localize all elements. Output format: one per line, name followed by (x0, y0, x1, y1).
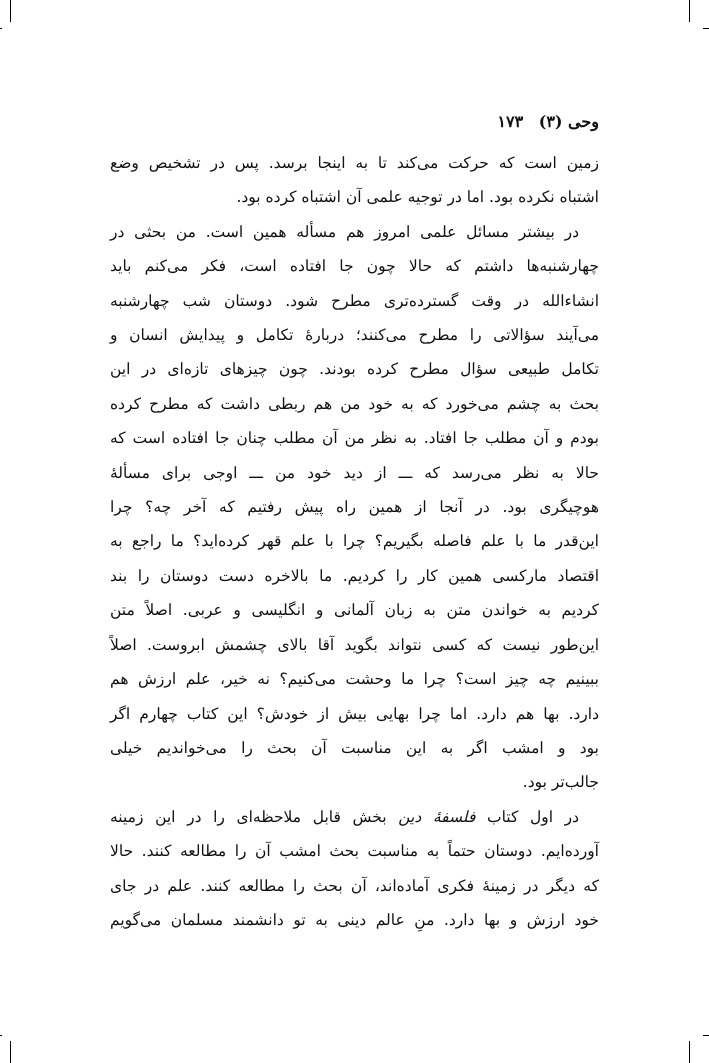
text-segment: در اول کتاب (475, 807, 580, 826)
book-title: فلسفهٔ دین (398, 807, 476, 826)
text-line: که دیگر در زمینهٔ فکری آماده‌اند، آن بحث را مطالعه کنند. علم در جای (110, 876, 599, 895)
text-line: خود ارزش و بها دارد. منِ عالم دینی به تو دانشمند مسلمان می‌گویم (110, 910, 599, 929)
text-line: زمین است که حرکت می‌کند تا به اینجا برسد. پس در تشخیص وضع (110, 154, 599, 172)
crop-mark-top-right-horizontal (703, 28, 709, 29)
crop-mark-bottom-left-vertical (10, 1041, 11, 1063)
text-line: بحث به چشم می‌خورد که به خود من هم ربطی داشت که مطرح کرده (110, 394, 599, 413)
crop-mark-bottom-left-horizontal (0, 1035, 2, 1036)
crop-mark-top-left-horizontal (0, 28, 2, 29)
text-line: هوچیگری بود. در آنجا از همین راه پیش رفتیم که آخر چه؟ چرا (110, 498, 599, 517)
text-line: در بیشتر مسائل علمی امروز هم مسأله همین است. من بحثی در (110, 222, 579, 241)
text-line: این‌طور نیست که کسی نتواند بگوید آقا بالای چشمش ابروست. اصلاً (110, 635, 599, 654)
text-line: بود و امشب اگر به این مناسبت آن بحث را می‌خواندیم خیلی (110, 738, 599, 757)
text-line (110, 800, 599, 834)
text-line: کردیم به خواندن متن به زبان آلمانی و انگلیسی و عربی. اصلاً متن (110, 601, 599, 620)
text-line: حالا به نظر می‌رسد که ـــ از دید خود من ـــ اوجی برای مسألهٔ (110, 463, 599, 482)
running-header (110, 110, 599, 134)
text-line: انشاءالله در وقت گسترده‌تری مطرح شود. دوستان شب چهارشنبه (110, 291, 599, 310)
text-line: دارد. بها هم دارد. اما چرا بهایی بیش از خودش؟ این کتاب چهارم اگر (110, 704, 599, 723)
text-line: آورده‌ایم. دوستان حتماً به مناسبت بحث امشب آن را مطالعه کنند. حالا (110, 842, 599, 861)
text-line: بودم و آن مطلب جا افتاد. به نظر من آن مطلب چنان جا افتاده است که (110, 429, 599, 448)
text-line: این‌قدر ما با علم فاصله بگیریم؟ چرا با علم قهر کرده‌اید؟ ما راجع به (110, 532, 599, 551)
text-line: ببینیم چه چیز است؟ چرا ما وحشت می‌کنیم؟ نه خیر، علم ارزش هم (110, 670, 599, 689)
crop-mark-top-right-vertical (689, 0, 690, 22)
chapter-title: وحی (۳) (538, 112, 599, 131)
body-text (110, 146, 599, 937)
page-number: ۱۷۳ (497, 112, 524, 131)
crop-mark-top-left-vertical (10, 0, 11, 22)
text-line: چهارشنبه‌ها داشتم که حالا چون جا افتاده است، فکر می‌کنم باید (110, 257, 599, 276)
crop-mark-bottom-right-vertical (689, 1041, 690, 1063)
text-line: می‌آیند سؤالاتی را مطرح می‌کنند؛ دربارهٔ تکامل و پیدایش انسان و (110, 326, 599, 345)
text-line: اقتصاد مارکسی همین کار را کردیم. ما بالاخره دست دوستان را بند (110, 566, 599, 585)
text-line: جالب‌تر بود. (522, 773, 599, 792)
text-segment: بخش قابل ملاحظه‌ای را در این زمینه (110, 807, 399, 826)
text-line: اشتباه نکرده بود. اما در توجیه علمی آن اشتباه کرده بود. (236, 188, 599, 207)
text-line: تکامل طبیعی سؤال مطرح کرده بودند. چون چیزهای تازه‌ای در این (110, 360, 599, 379)
crop-mark-bottom-right-horizontal (703, 1035, 709, 1036)
